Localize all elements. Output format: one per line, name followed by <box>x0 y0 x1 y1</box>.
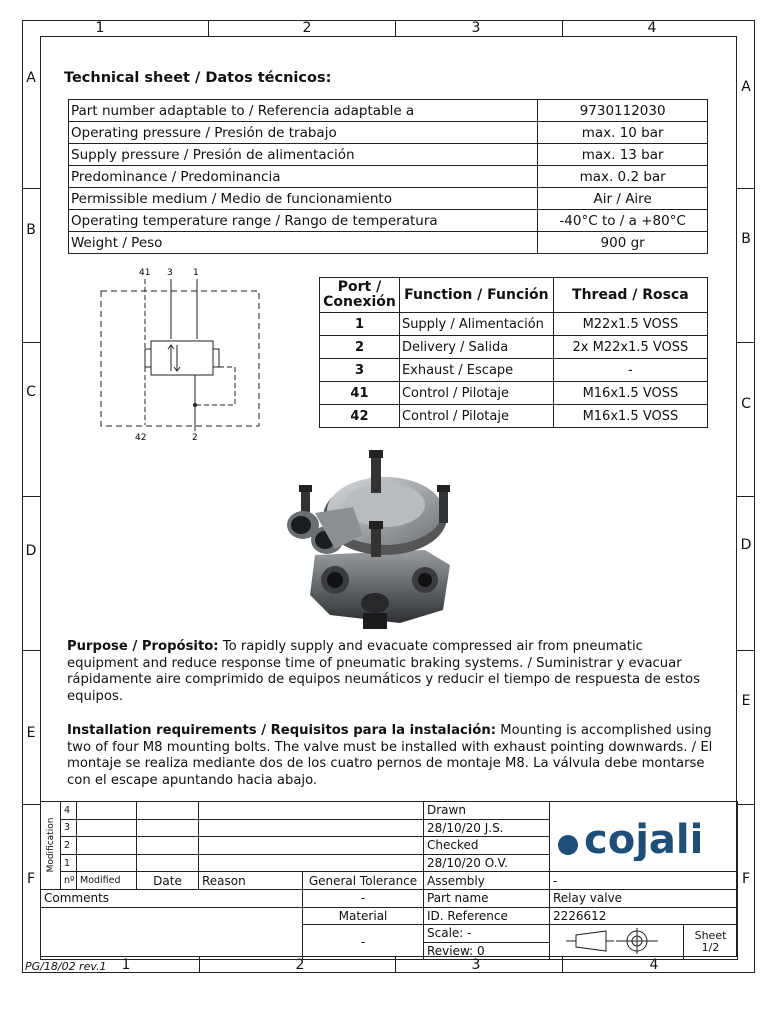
table-row <box>320 382 708 405</box>
port-function: Control / Pilotaje <box>399 405 553 428</box>
modified-header: Modified <box>77 872 137 890</box>
table-row <box>69 166 708 188</box>
function-header: Function / Función <box>399 278 553 313</box>
zone-row-f-left: F <box>26 871 36 887</box>
zone-divider <box>22 804 40 805</box>
scale-label: Scale: - <box>424 925 550 943</box>
mod-row-number: 3 <box>61 819 77 837</box>
ports-table <box>319 277 708 428</box>
comments-area <box>41 907 303 960</box>
assembly-label: Assembly <box>424 872 550 890</box>
port-thread: 2x M22x1.5 VOSS <box>553 336 707 359</box>
zone-divider <box>562 20 563 36</box>
form-code: PG/18/02 rev.1 <box>25 960 107 973</box>
port-function: Delivery / Salida <box>399 336 553 359</box>
installation-label: Installation requirements / Requisitos para la instalación: <box>67 723 497 738</box>
zone-row-c-left: C <box>26 384 36 400</box>
checked-label: Checked <box>424 837 550 855</box>
sheet-value: 1/2 <box>701 941 720 955</box>
spec-value: max. 13 bar <box>538 144 708 166</box>
zone-row-a-left: A <box>26 70 36 86</box>
installation-paragraph <box>67 723 715 789</box>
spec-value: 900 gr <box>538 232 708 254</box>
zone-row-b-left: B <box>26 222 36 238</box>
zone-divider <box>395 20 396 36</box>
installation-text: Mounting is accomplished using two of four M8 mounting bolts. The valve must be installed with exhaust pointing downwards. / El montaje se realiza mediante dos de los cuatro pernos de montaje M8. La válvula debe montarse con el escape apuntando hacia abajo. <box>67 723 713 788</box>
projection-symbol-cell <box>550 925 684 960</box>
port-number: 2 <box>320 336 400 359</box>
zone-row-f-right: F <box>741 871 751 887</box>
spec-table <box>68 99 708 254</box>
mod-row-number: 2 <box>61 837 77 855</box>
zone-col-3-top: 3 <box>471 20 481 36</box>
spec-value: 9730112030 <box>538 100 708 122</box>
sheet-cell <box>684 925 738 960</box>
pneumatic-schematic <box>95 265 265 445</box>
zone-col-4-bottom: 4 <box>649 957 659 973</box>
drawn-label: Drawn <box>424 802 550 820</box>
port-thread: M16x1.5 VOSS <box>553 382 707 405</box>
table-row <box>69 188 708 210</box>
port-function: Supply / Alimentación <box>399 313 553 336</box>
table-row <box>69 100 708 122</box>
zone-row-a-right: A <box>741 79 751 95</box>
material-value: - <box>303 925 424 960</box>
zone-divider <box>737 188 755 189</box>
title-block <box>40 801 738 960</box>
table-row <box>320 336 708 359</box>
table-row <box>320 313 708 336</box>
zone-divider <box>208 20 209 36</box>
sheet-title: Technical sheet / Datos técnicos: <box>64 70 332 86</box>
zone-divider <box>737 650 755 651</box>
comments-label: Comments <box>41 889 303 907</box>
port-thread: - <box>553 359 707 382</box>
schematic-label-41: 41 <box>139 268 151 278</box>
table-row <box>320 359 708 382</box>
mod-row-number: 4 <box>61 802 77 820</box>
schematic-label-1: 1 <box>193 268 199 278</box>
spec-label: Weight / Peso <box>69 232 538 254</box>
spec-label: Supply pressure / Presión de alimentación <box>69 144 538 166</box>
reason-header: Reason <box>199 872 303 890</box>
spec-value: max. 10 bar <box>538 122 708 144</box>
zone-row-c-right: C <box>741 396 751 412</box>
zone-divider <box>22 342 40 343</box>
zone-col-1-bottom: 1 <box>121 957 131 973</box>
zone-divider <box>737 342 755 343</box>
table-header-row <box>320 278 708 313</box>
thread-header: Thread / Rosca <box>553 278 707 313</box>
drawn-date: 28/10/20 J.S. <box>424 819 550 837</box>
port-thread: M22x1.5 VOSS <box>553 313 707 336</box>
spec-value: Air / Aire <box>538 188 708 210</box>
id-reference-label: ID. Reference <box>424 907 550 925</box>
zone-row-b-right: B <box>741 231 751 247</box>
spec-value: -40°C to / a +80°C <box>538 210 708 232</box>
port-header: Port / Conexión <box>320 278 400 313</box>
general-tolerance-label: General Tolerance <box>303 872 424 890</box>
port-number: 42 <box>320 405 400 428</box>
zone-divider <box>22 188 40 189</box>
part-name-value: Relay valve <box>550 889 738 907</box>
schematic-label-3: 3 <box>167 268 173 278</box>
zone-divider <box>737 496 755 497</box>
spec-label: Part number adaptable to / Referencia adaptable a <box>69 100 538 122</box>
id-reference-value: 2226612 <box>550 907 738 925</box>
purpose-label: Purpose / Propósito: <box>67 639 219 654</box>
assembly-value: - <box>550 872 738 890</box>
part-name-label: Part name <box>424 889 550 907</box>
spec-value: max. 0.2 bar <box>538 166 708 188</box>
spec-label: Operating temperature range / Rango de temperatura <box>69 210 538 232</box>
zone-divider <box>737 804 755 805</box>
spec-label: Permissible medium / Medio de funcionamiento <box>69 188 538 210</box>
modification-label: Modification <box>45 818 56 873</box>
port-number: 1 <box>320 313 400 336</box>
modification-label-cell <box>41 802 61 890</box>
spec-label: Operating pressure / Presión de trabajo <box>69 122 538 144</box>
zone-col-2-bottom: 2 <box>295 957 305 973</box>
port-function: Control / Pilotaje <box>399 382 553 405</box>
review-label: Review: 0 <box>424 942 550 960</box>
logo-cell <box>550 802 738 872</box>
relay-valve-image <box>275 445 475 640</box>
purpose-paragraph <box>67 639 715 705</box>
checked-date: 28/10/20 O.V. <box>424 854 550 872</box>
table-row <box>69 210 708 232</box>
no-header: nº <box>61 872 77 890</box>
mod-row-number: 1 <box>61 854 77 872</box>
logo-text: cojali <box>583 817 703 862</box>
zone-divider <box>22 496 40 497</box>
projection-symbol-icon <box>562 927 672 955</box>
zone-row-e-left: E <box>26 725 36 741</box>
table-row <box>69 122 708 144</box>
zone-divider <box>22 650 40 651</box>
sheet-label: Sheet <box>694 929 727 943</box>
zone-row-e-right: E <box>741 693 751 709</box>
port-number: 41 <box>320 382 400 405</box>
zone-col-4-top: 4 <box>647 20 657 36</box>
material-label: Material <box>303 907 424 925</box>
cojali-logo <box>554 809 734 861</box>
table-row <box>320 405 708 428</box>
zone-col-3-bottom: 3 <box>471 957 481 973</box>
zone-row-d-left: D <box>25 543 37 559</box>
schematic-label-2: 2 <box>192 433 198 443</box>
general-tolerance-value: - <box>303 889 424 907</box>
purpose-text: To rapidly supply and evacuate compressed air from pneumatic equipment and reduce response time of pneumatic braking systems. / Suministrar y evacuar rápidamente aire comprimido de equipos neumáticos y reducir el tiempo de respuesta de estos equipos. <box>67 639 700 704</box>
date-header: Date <box>137 872 199 890</box>
port-number: 3 <box>320 359 400 382</box>
zone-row-d-right: D <box>740 537 752 553</box>
port-function: Exhaust / Escape <box>399 359 553 382</box>
table-row <box>69 232 708 254</box>
port-thread: M16x1.5 VOSS <box>553 405 707 428</box>
zone-col-2-top: 2 <box>302 20 312 36</box>
table-row <box>69 144 708 166</box>
schematic-label-42: 42 <box>135 433 147 443</box>
spec-label: Predominance / Predominancia <box>69 166 538 188</box>
zone-col-1-top: 1 <box>95 20 105 36</box>
